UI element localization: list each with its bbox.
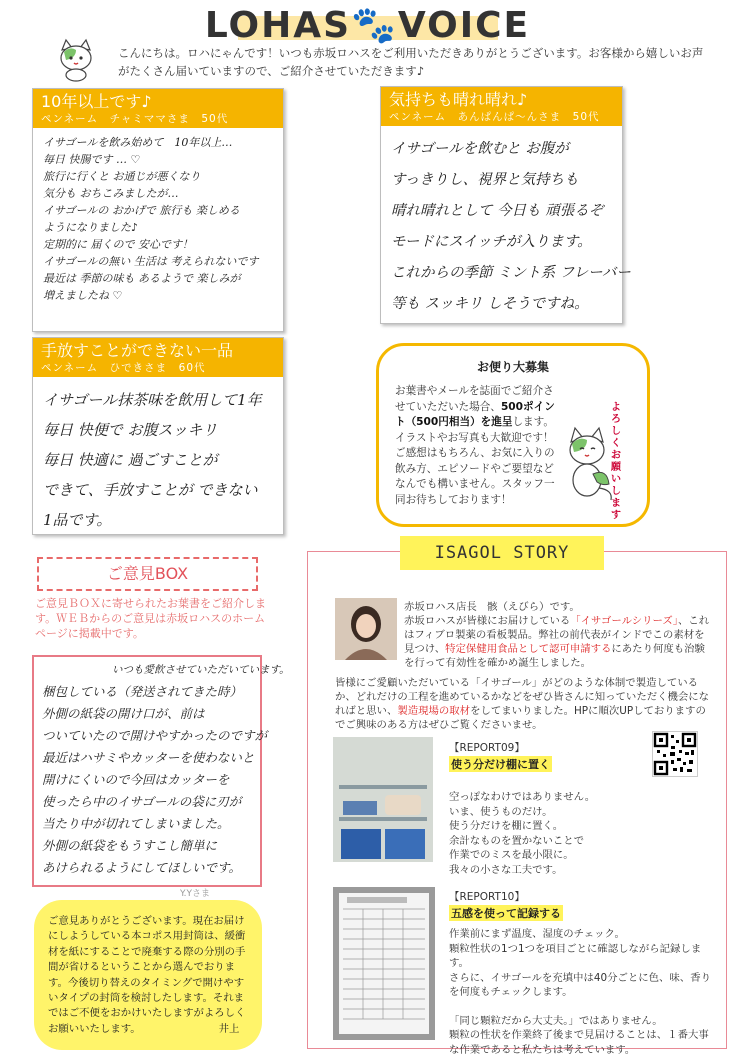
card-penname: ペンネーム チャミママさま 50代: [41, 113, 229, 125]
card-header: [33, 89, 283, 128]
report09-heading: 使う分だけ棚に置く: [451, 758, 550, 771]
report10-photo: [333, 887, 435, 1040]
handwritten-text: いつも愛飲させていただいています。 梱包している（発送されてきた時） 外側の紙袋の開け口が、前は ついていたので開けやすかったのですが 最近はハサミやカッターを使わないと 開けにくいので今回はカッターを 使ったら中のイサゴールの袋に刃が 当たり中が切れてしまいました。 外側の紙袋をもうすこし簡単に あけられるようにしてほしいです。: [42, 664, 290, 875]
card-title: 手放すことができない一品: [41, 341, 234, 360]
report09-label: 【REPORT09】: [449, 742, 525, 754]
report09-photo: [333, 737, 433, 862]
opinion-postcard: [32, 655, 290, 887]
story-title: ISAGOL STORY: [400, 536, 604, 570]
cat-mascot-icon: [54, 38, 98, 82]
card-header: [33, 338, 283, 377]
report10-heading: 五感を使って記録する: [451, 907, 561, 920]
handwritten-text: イサゴールを飲み始めて 10年以上… 毎日 快腸です … ♡ 旅行に行くと お通じが悪くなり 気分も おちこみましたが… イサゴールの おかげで 旅行も 楽しめる ようになりました♪ 定期的に 届くので 安心です！ イサゴールの無い 生活は 考えられないです 最近は 季節の味も あるようで 楽しみが 増えましたね ♡: [43, 136, 259, 302]
reply-bubble: [34, 900, 262, 1050]
card-penname: ペンネーム ひできさま 60代: [41, 362, 206, 374]
letters-title: お便り大募集: [476, 360, 549, 374]
opinion-box-title: ご意見BOX: [37, 557, 258, 591]
handwritten-text: イサゴール抹茶味を飲用して1年 毎日 快便で お腹スッキリ 毎日 快適に 過ごすことが できて、手放すことが できない 1品です。: [43, 391, 262, 529]
paw-icon: 🐾: [351, 5, 398, 46]
manager-photo: [335, 598, 397, 660]
reply-text: ご意見ありがとうございます。現在お届けにしようしている本コポス用封筒は、緩衝材を紙にすることで廃棄する際の分別の手間が省けるということから選んでおります。今後切り替えのタイミングで開けやすいタイプの封筒を検討したします。それまではご不便をおかけいたしますがよろしくお願いいたします。 井上: [48, 915, 246, 1035]
card-title: 10年以上です♪: [41, 92, 152, 111]
letters-text: お葉書やメールを誌面でご紹介させていただいた場合、500ポイント（500円相当）を進呈します。イラストやお写真も大歓迎です！ご感想はもちろん、お気に入りの飲み方、エピソードやご要望などなんでも構いません。スタッフ一同お待ちしております！: [395, 385, 555, 506]
story-intro: 赤坂ロハス店長 骸（えびら）です。 赤坂ロハスが皆様にお届けしている「イサゴールシリーズ」、これはフィブロ製薬の看板製品。弊社の前代表がインドでこの素材を見つけ、特定保健用食品として認可申請するにあたり何度も治験を行って有効性を確かめ誕生しました。: [404, 601, 710, 669]
qr-code-icon[interactable]: [652, 731, 698, 777]
story-paragraph: 皆様にご愛顧いただいている「イサゴール」がどのような体制で製造しているか、どれだけの工程を進めているかなどをぜひ皆さんに知っていただく機会になればと思い、製造現場の取材をしてまいりました。HPに順次UPしておりますのでご興味のある方はぜひご覧くださいませ。: [335, 677, 710, 731]
voice-card: [32, 337, 284, 535]
voice-card: [380, 86, 631, 324]
intro-text: こんにちは。ロハにゃんです！いつも赤坂ロハスをご利用いただきありがとうございます。お客様から嬉しいお声がたくさん届いていますので、ご紹介させていただきます♪: [118, 46, 704, 78]
report09-text: 空っぽなわけではありません。 いま、使うものだけ。 使う分だけを棚に置く。 余計なものを置かないことで 作業でのミスを最小限に。 我々の小さな工夫です。: [449, 791, 596, 876]
handwritten-text: イサゴールを飲むと お腹が すっきりし、視界と気持ちも 晴れ晴れとして 今日も 頑張るぞ モードにスイッチが入ります。 これからの季節 ミント系 フレーバー 等も スッキリ しそうですね。: [391, 141, 631, 312]
opinion-signature: Y.Yさま: [180, 889, 211, 899]
yoroshiku-label: よろしくお願いします: [611, 402, 621, 521]
voice-card: [32, 88, 284, 332]
report10-label: 【REPORT10】: [449, 891, 525, 903]
card-header: [381, 87, 622, 126]
report10-text: 作業前にまず温度、湿度のチェック。 顆粒性状の1つ1つを項目ごとに確認しながら記録します。 さらに、イサゴールを充填中は40分ごとに色、味、香りを何度もチェックします。 「同じ顆粒だから大丈夫。」ではありません。 顆粒の性状を作業終了後まで見届けることは、１番大事な作業であると私たちは考えています。: [449, 928, 711, 1056]
page-title: LOHAS🐾VOICE: [204, 5, 531, 46]
card-penname: ペンネーム あんぱんぱ〜んさま 50代: [389, 111, 600, 123]
opinion-box-desc: ご意見ＢＯＸに寄せられたお葉書をご紹介します。ＷＥＢからのご意見は赤坂ロハスのホームページに掲載中です。: [35, 597, 266, 640]
card-title: 気持ちも晴れ晴れ♪: [389, 90, 528, 109]
letters-recruitment: [376, 343, 650, 527]
